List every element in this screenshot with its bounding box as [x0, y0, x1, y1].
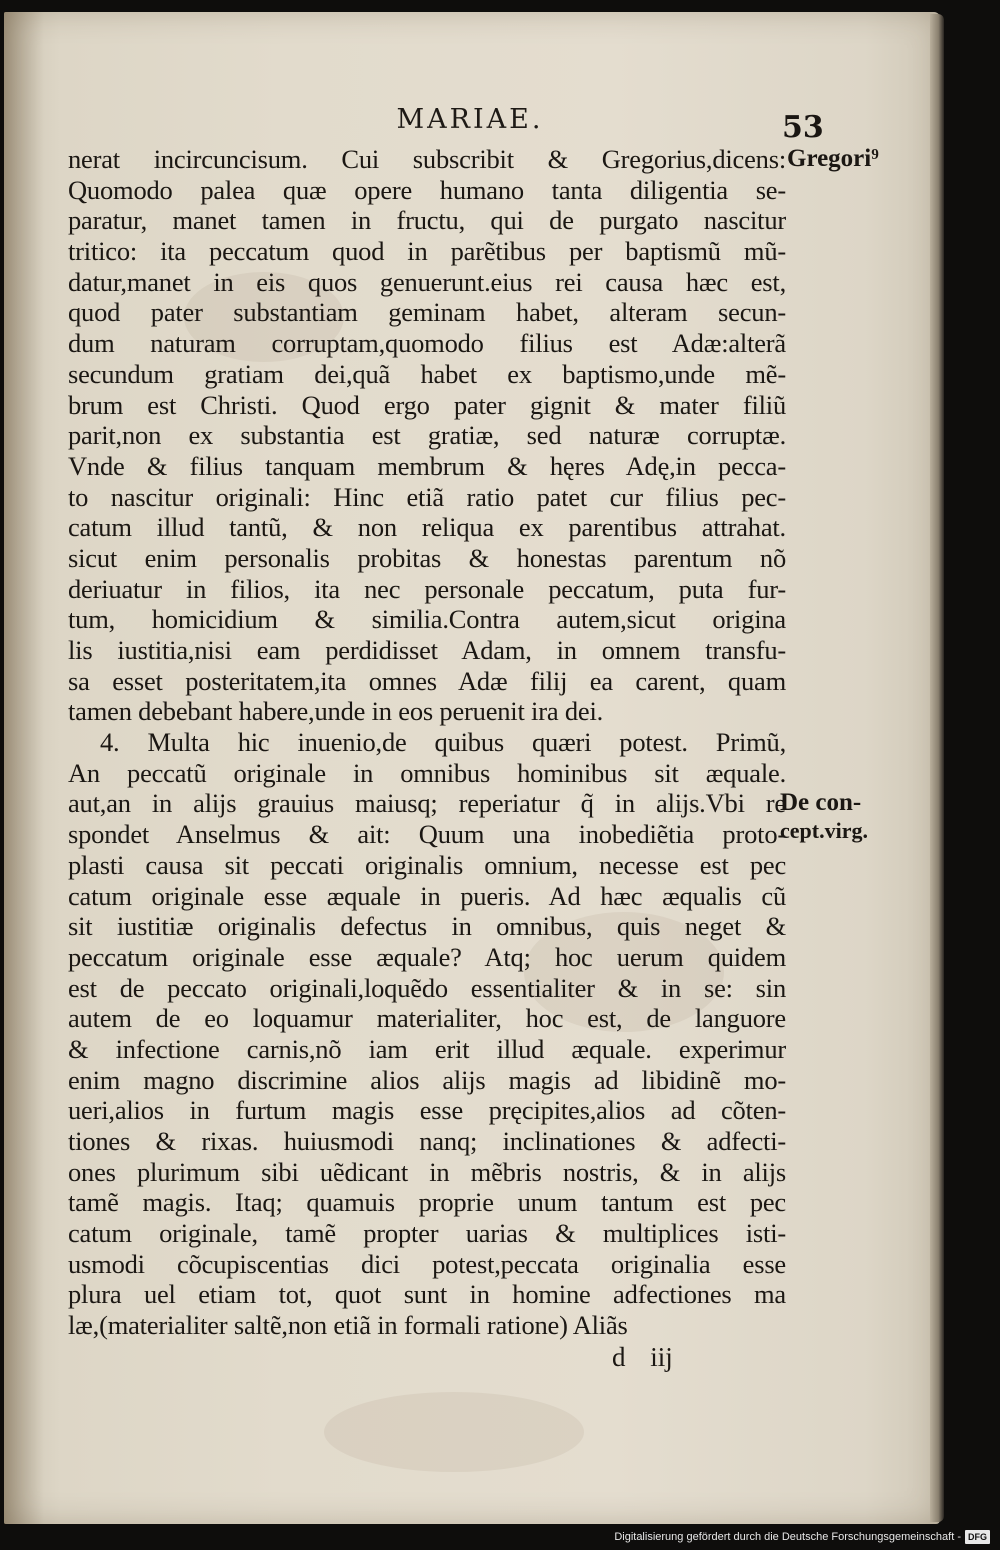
- text-line: 4. Multa hic inuenio,de quibus quæri potest. Primũ,: [100, 727, 786, 758]
- text-line: datur,manet in eis quos genuerunt.eius rei causa hæc est,: [68, 266, 786, 297]
- text-line: spondet Anselmus & ait: Quum una inobediẽtia proto-: [68, 819, 786, 850]
- text-line: peccatum originale esse æquale? Atq; hoc uerum quidem: [68, 941, 786, 972]
- text-line: deriuatur in filios, ita nec personale peccatum, puta fur-: [68, 573, 786, 604]
- text-line: Quomodo palea quæ opere humano tanta diligentia se-: [68, 174, 786, 205]
- text-line: quod pater substantiam geminam habet, alteram secun-: [68, 297, 786, 328]
- text-line: parit,non ex substantia est gratiæ, sed naturæ corruptæ.: [68, 420, 786, 451]
- text-line: plura uel etiam tot, quot sunt in homine adfectiones ma: [68, 1279, 786, 1310]
- text-line: lis iustitia,nisi eam perdidisset Adam, in omnem transfu-: [68, 635, 786, 665]
- text-line: dum naturam corruptam,quomodo filius est Adæ:alterã: [68, 328, 786, 359]
- text-line: læ,(materialiter saltẽ,non etiã in formali ratione) Aliãs: [68, 1310, 628, 1341]
- page-edge: [930, 14, 944, 1522]
- text-line: tiones & rixas. huiusmodi nanq; inclinationes & adfecti-: [68, 1126, 786, 1156]
- text-line: ueri,alios in furtum magis esse pręcipites,alios ad cõten-: [68, 1095, 786, 1126]
- footer-credit-text: Digitalisierung gefördert durch die Deutsche Forschungsgemeinschaft -: [614, 1531, 961, 1543]
- text-line: Vnde & filius tanquam membrum & hęres Adę,in pecca-: [68, 450, 786, 481]
- text-line: est de peccato originali,loquẽdo essentialiter & in se: sin: [68, 972, 786, 1003]
- gutter-shadow: [4, 12, 44, 1524]
- page-number: 53: [782, 110, 824, 145]
- running-head: MARIAE.: [396, 104, 544, 135]
- text-line: paratur, manet tamen in fructu, qui de purgato nascitur: [68, 205, 786, 236]
- text-line: tum, homicidium & similia.Contra autem,sicut origina: [68, 604, 786, 635]
- text-line: catum illud tantũ, & non reliqua ex parentibus attrahat.: [68, 512, 786, 543]
- text-line: & infectione carnis,nõ iam erit illud æquale. experimur: [68, 1033, 786, 1064]
- text-line: sit iustitiæ originalis defectus in omnibus, quis neget &: [68, 911, 786, 942]
- text-line: catum originale, tamẽ propter uarias & multiplices isti-: [68, 1218, 786, 1249]
- paper-stain: [324, 1392, 584, 1472]
- text-line: tamen debebant habere,unde in eos peruenit ira dei.: [68, 696, 604, 727]
- text-line: tritico: ita peccatum quod in parẽtibus per baptismũ mũ-: [68, 236, 786, 267]
- text-line: An peccatũ originale in omnibus hominibus sit æquale.: [68, 757, 786, 788]
- footer-credit: [614, 1528, 990, 1546]
- dfg-logo: DFG: [965, 1530, 990, 1544]
- margin-note-gregorius: Gregori⁹: [787, 145, 879, 172]
- text-line: catum originale esse æquale in pueris. Ad hæc æqualis cũ: [68, 880, 786, 911]
- text-line: tamẽ magis. Itaq; quamuis proprie unum tantum est pec: [68, 1187, 786, 1218]
- text-line: secundum gratiam dei,quã habet ex baptismo,unde mẽ-: [68, 358, 786, 389]
- text-line: sa esset posteritatem,ita omnes Adæ filij ea carent, quam: [68, 665, 786, 696]
- margin-note-de-concept: De con-: [780, 789, 862, 816]
- text-line: enim magno discrimine alios alijs magis ad libidinẽ mo-: [68, 1064, 786, 1095]
- text-line: plasti causa sit peccati originalis omnium, necesse est pec: [68, 849, 786, 880]
- margin-note-de-concept-cont: cept.virg.: [780, 818, 868, 843]
- text-line: aut,an in alijs grauius maiusq; reperiatur q̃ in alijs.Vbi re: [68, 788, 786, 819]
- text-line: nerat incircuncisum. Cui subscribit & Gregorius,dicens:: [68, 144, 786, 174]
- text-line: sicut enim personalis probitas & honestas parentum nõ: [68, 542, 786, 573]
- body-text: [68, 144, 786, 1341]
- text-line: ones plurimum sibi uẽdicant in mẽbris nostris, & in alijs: [68, 1156, 786, 1187]
- text-line: brum est Christi. Quod ergo pater gignit & mater filiũ: [68, 389, 786, 420]
- text-line: usmodi cõcupiscentias dici potest,peccata originalia esse: [68, 1248, 786, 1279]
- text-line: to nascitur originali: Hinc etiã ratio patet cur filius pec-: [68, 481, 786, 512]
- text-line: autem de eo loquamur materialiter, hoc est, de languore: [68, 1003, 786, 1034]
- signature-mark: d iij: [612, 1342, 673, 1372]
